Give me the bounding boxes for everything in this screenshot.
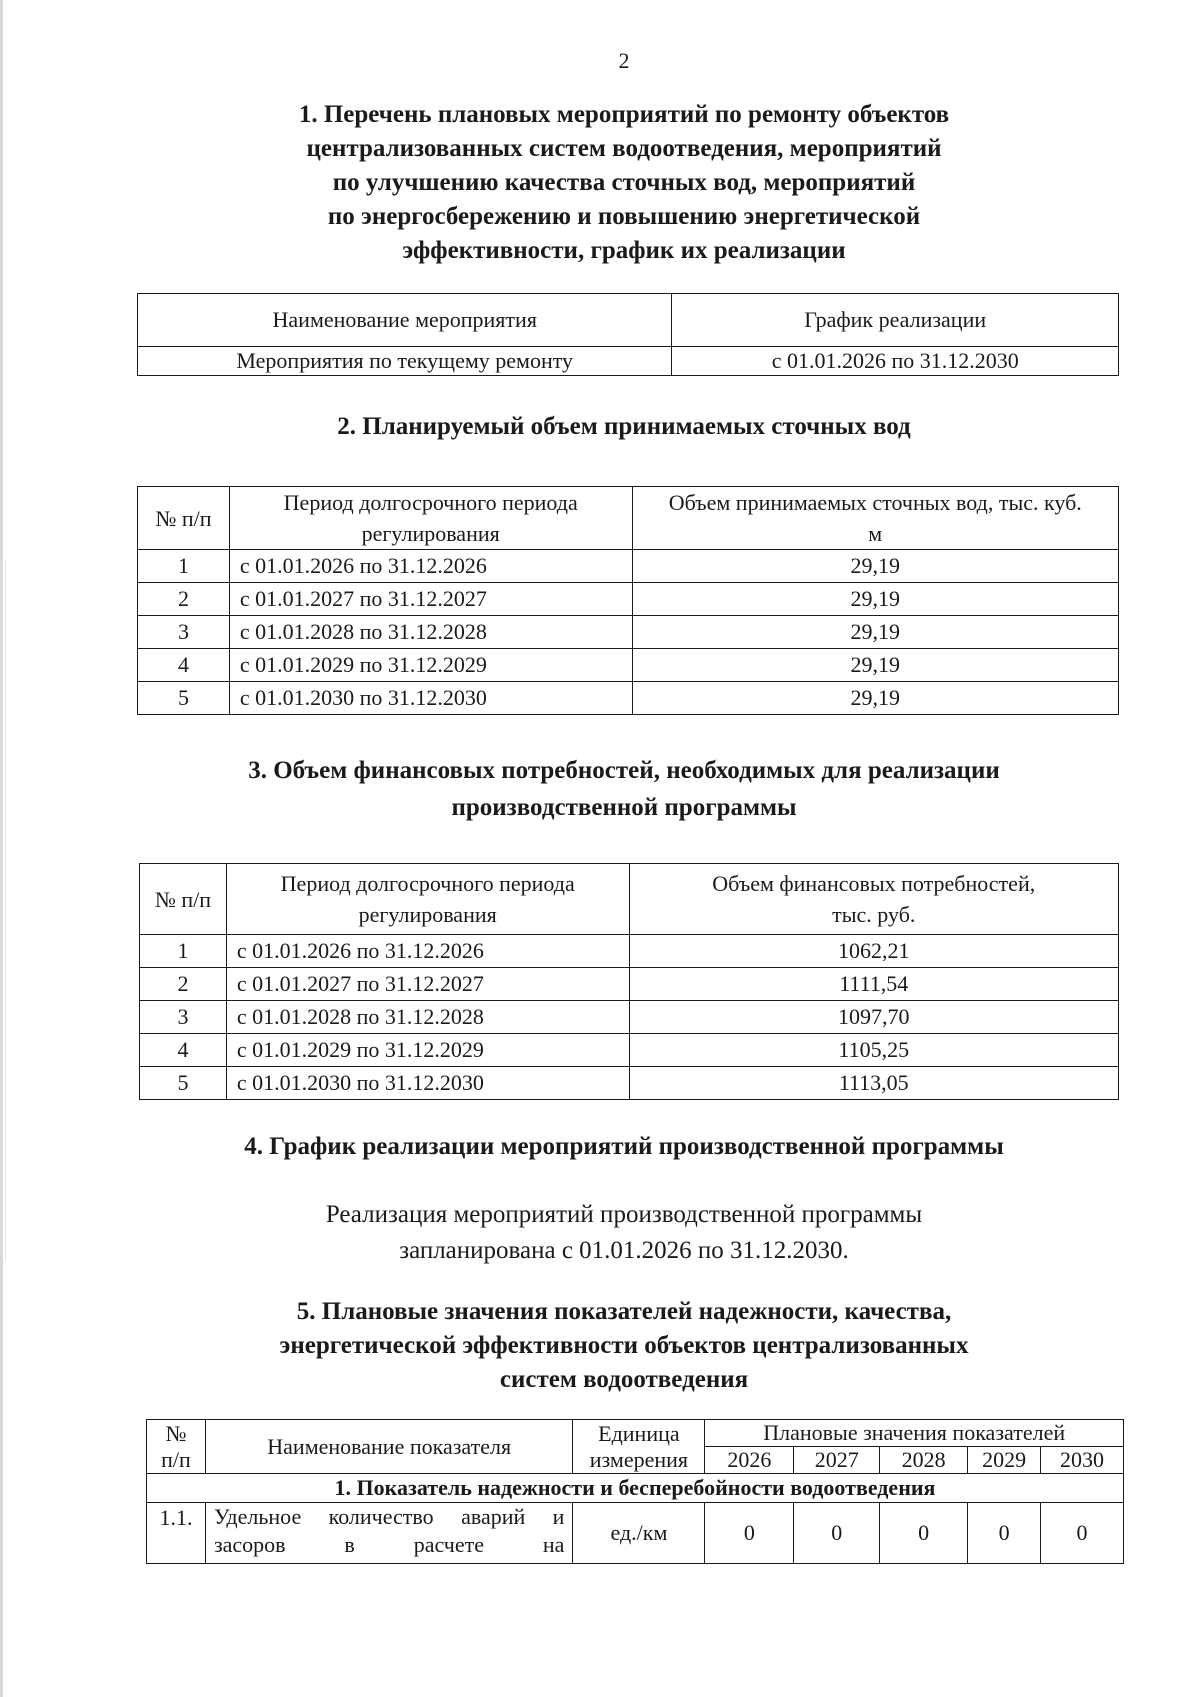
header-year: 2030 (1041, 1447, 1124, 1474)
section5-title (0, 1295, 1200, 1397)
group-title: 1. Показатель надежности и бесперебойности водоотведения (147, 1474, 1124, 1503)
header-schedule: График реализации (672, 294, 1119, 347)
indicators-table (146, 1419, 1124, 1564)
row-period: с 01.01.2027 по 31.12.2027 (229, 583, 632, 616)
row-period: с 01.01.2027 по 31.12.2027 (226, 968, 629, 1001)
table-row (140, 968, 1119, 1001)
row-value: 29,19 (632, 583, 1119, 616)
header-num-line: № (165, 1420, 187, 1446)
section1-title-line: эффективности, график их реализации (402, 237, 846, 264)
header-period-line: Период долгосрочного периода (283, 490, 578, 515)
row-value: 29,19 (632, 550, 1119, 583)
header-volume-line: Объем принимаемых сточных вод, тыс. куб. (668, 490, 1082, 515)
table-row (140, 1001, 1119, 1034)
row-value: 29,19 (632, 649, 1119, 682)
table-row (138, 583, 1119, 616)
row-num: 5 (140, 1067, 227, 1100)
table-row (138, 682, 1119, 715)
row-num: 4 (140, 1034, 227, 1067)
activities-table (137, 293, 1119, 376)
row-num: 5 (138, 682, 230, 715)
header-unit-line: измерения (589, 1446, 689, 1472)
header-unit-line: Единица (598, 1420, 680, 1446)
header-year: 2028 (880, 1447, 968, 1474)
header-period-line: Период долгосрочного периода (280, 871, 575, 896)
section1-title-line: 1. Перечень плановых мероприятий по ремонту объектов (298, 101, 950, 128)
row-value: 0 (880, 1503, 968, 1564)
header-indicator-name: Наименование показателя (205, 1420, 573, 1474)
row-num: 1 (138, 550, 230, 583)
table-header-row (147, 1420, 1124, 1447)
row-num: 1 (140, 935, 227, 968)
header-financial-volume (629, 864, 1119, 935)
row-num: 3 (140, 1001, 227, 1034)
row-value: 0 (1041, 1503, 1124, 1564)
header-activity-name: Наименование мероприятия (138, 294, 672, 347)
section3-title (0, 754, 1200, 825)
table-row (140, 1034, 1119, 1067)
section4-title (0, 1130, 1200, 1164)
header-period-line: регулирования (358, 902, 497, 927)
wastewater-volume-table (137, 486, 1119, 715)
row-value: 1062,21 (629, 935, 1119, 968)
header-num: № п/п (140, 864, 227, 935)
header-period-line: регулирования (361, 521, 500, 546)
row-value: 29,19 (632, 616, 1119, 649)
indicator-name-line: засоров в расчете на (213, 1532, 565, 1557)
group-row (147, 1474, 1124, 1503)
activity-schedule-cell: с 01.01.2026 по 31.12.2030 (672, 347, 1119, 376)
section5-title-line: 5. Плановые значения показателей надежности, качества, (296, 1298, 952, 1325)
row-period: с 01.01.2030 по 31.12.2030 (229, 682, 632, 715)
table-row (138, 550, 1119, 583)
header-year: 2027 (794, 1447, 880, 1474)
table-row (147, 1503, 1124, 1564)
financial-needs-table (139, 863, 1119, 1100)
table-header-row (138, 294, 1119, 347)
section3-title-line: 3. Объем финансовых потребностей, необходимых для реализации (248, 757, 1000, 784)
row-num: 3 (138, 616, 230, 649)
row-value: 1113,05 (629, 1067, 1119, 1100)
row-value: 1097,70 (629, 1001, 1119, 1034)
row-value: 0 (968, 1503, 1041, 1564)
header-num-line: п/п (161, 1446, 191, 1472)
table-row (138, 347, 1119, 376)
indicator-name-line: Удельное количество аварий и (213, 1504, 565, 1529)
row-indicator-name (205, 1503, 573, 1564)
row-value: 1105,25 (629, 1034, 1119, 1067)
section4-title-text: 4. График реализации мероприятий производственной программы (244, 1133, 1004, 1160)
row-period: с 01.01.2029 по 31.12.2029 (229, 649, 632, 682)
header-num (147, 1420, 206, 1474)
section3-title-line: производственной программы (451, 794, 797, 821)
section1-title (0, 98, 1200, 268)
table-header-row (138, 487, 1119, 550)
page-number: 2 (618, 48, 630, 73)
header-year: 2029 (968, 1447, 1041, 1474)
header-num: № п/п (138, 487, 230, 550)
header-period (226, 864, 629, 935)
row-period: с 01.01.2026 по 31.12.2026 (226, 935, 629, 968)
row-period: с 01.01.2026 по 31.12.2026 (229, 550, 632, 583)
section4-body (0, 1197, 1200, 1269)
section2-title (0, 410, 1200, 444)
header-volume (632, 487, 1119, 550)
row-unit: ед./км (573, 1503, 705, 1564)
row-value: 29,19 (632, 682, 1119, 715)
row-num: 2 (138, 583, 230, 616)
header-period (229, 487, 632, 550)
header-year: 2026 (705, 1447, 794, 1474)
section2-title-text: 2. Планируемый объем принимаемых сточных вод (337, 413, 911, 440)
header-financial-line: Объем финансовых потребностей, (712, 871, 1036, 896)
section4-text-line: Реализация мероприятий производственной программы (325, 1201, 923, 1228)
section1-title-line: по улучшению качества сточных вод, мероприятий (332, 169, 916, 196)
section4-text-line: запланирована с 01.01.2026 по 31.12.2030. (399, 1237, 849, 1264)
row-value: 0 (705, 1503, 794, 1564)
section5-title-line: энергетической эффективности объектов централизованных (279, 1332, 969, 1359)
row-period: с 01.01.2028 по 31.12.2028 (229, 616, 632, 649)
row-value: 1111,54 (629, 968, 1119, 1001)
section1-title-line: централизованных систем водоотведения, мероприятий (306, 135, 942, 162)
header-financial-line: тыс. руб. (832, 902, 916, 927)
table-header-row (140, 864, 1119, 935)
table-row (138, 649, 1119, 682)
table-row (138, 616, 1119, 649)
row-num: 1.1. (147, 1503, 206, 1564)
header-unit (573, 1420, 705, 1474)
row-period: с 01.01.2030 по 31.12.2030 (226, 1067, 629, 1100)
header-planned-values: Плановые значения показателей (705, 1420, 1124, 1447)
header-volume-line: м (868, 521, 883, 546)
row-value: 0 (794, 1503, 880, 1564)
activity-name-cell: Мероприятия по текущему ремонту (138, 347, 672, 376)
table-row (140, 935, 1119, 968)
section5-title-line: систем водоотведения (499, 1366, 749, 1393)
section1-title-line: по энергосбережению и повышению энергетической (327, 203, 921, 230)
table-row (140, 1067, 1119, 1100)
row-period: с 01.01.2028 по 31.12.2028 (226, 1001, 629, 1034)
row-period: с 01.01.2029 по 31.12.2029 (226, 1034, 629, 1067)
row-num: 2 (140, 968, 227, 1001)
row-num: 4 (138, 649, 230, 682)
